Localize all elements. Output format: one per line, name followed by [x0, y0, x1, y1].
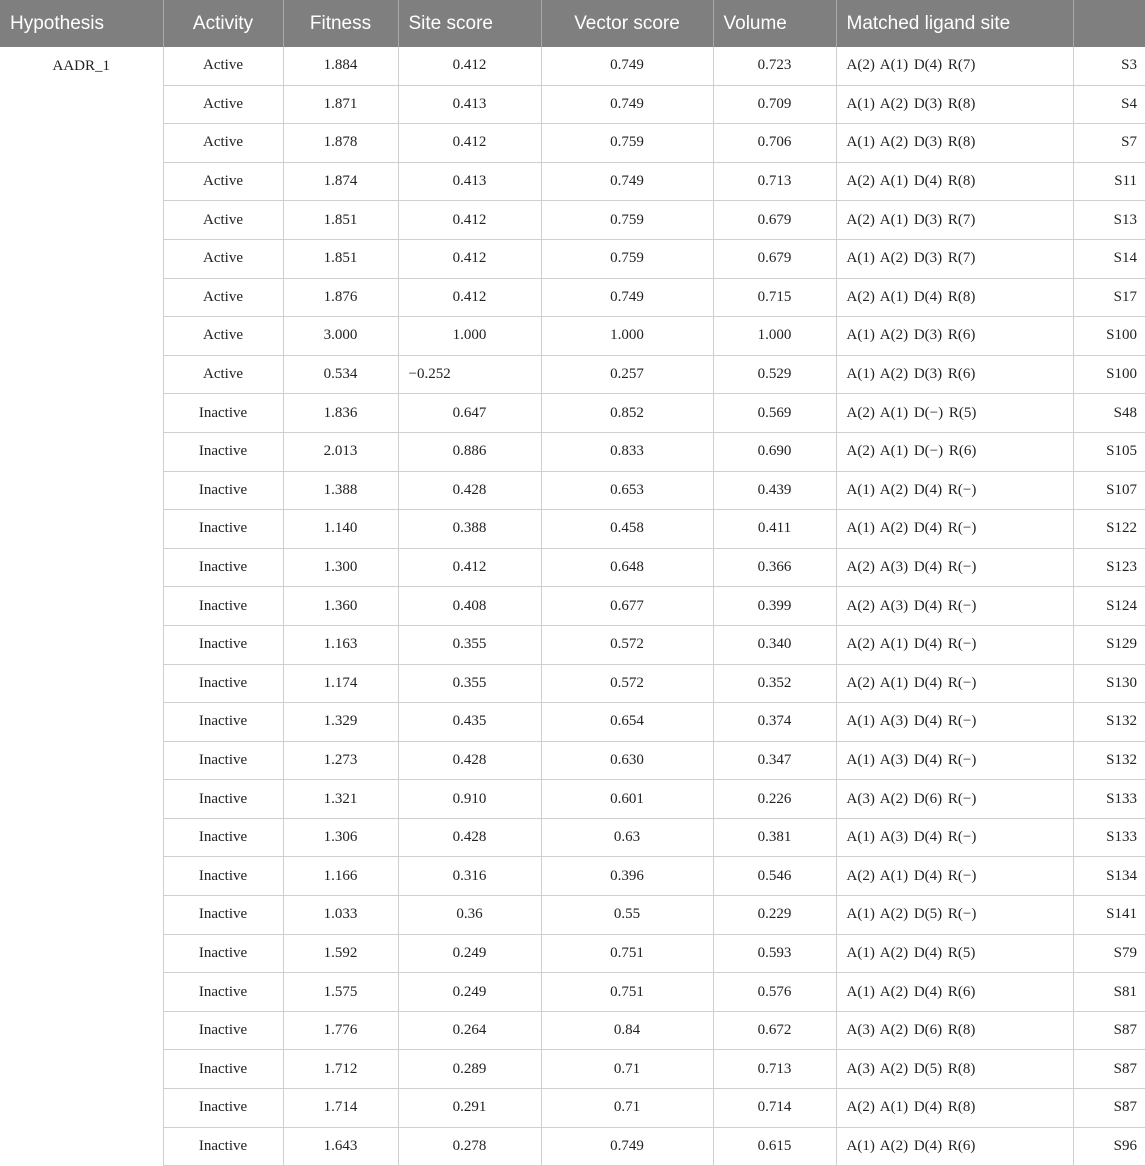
- activity-cell: Active: [163, 317, 283, 356]
- site-id-cell: S4: [1073, 85, 1145, 124]
- site-score-cell: 0.886: [398, 432, 541, 471]
- header-hypothesis: Hypothesis: [0, 0, 163, 47]
- site-id-cell: S87: [1073, 1089, 1145, 1128]
- volume-cell: 0.374: [713, 703, 836, 742]
- table-header: [0, 0, 1145, 47]
- site-score-cell: 0.647: [398, 394, 541, 433]
- fitness-cell: 1.874: [283, 162, 398, 201]
- table-row: [0, 317, 1145, 356]
- site-score-cell: 0.316: [398, 857, 541, 896]
- vector-score-cell: 0.71: [541, 1050, 713, 1089]
- fitness-cell: 1.884: [283, 47, 398, 85]
- fitness-cell: 1.592: [283, 934, 398, 973]
- table-row: [0, 741, 1145, 780]
- volume-cell: 0.715: [713, 278, 836, 317]
- matched-ligand-site-cell: A(1) A(2) D(3) R(8): [836, 85, 1073, 124]
- activity-cell: Active: [163, 162, 283, 201]
- fitness-cell: 1.575: [283, 973, 398, 1012]
- site-id-cell: S87: [1073, 1011, 1145, 1050]
- volume-cell: 0.352: [713, 664, 836, 703]
- matched-ligand-site-cell: A(1) A(3) D(4) R(−): [836, 703, 1073, 742]
- activity-cell: Active: [163, 47, 283, 85]
- site-id-cell: S129: [1073, 625, 1145, 664]
- vector-score-cell: 0.63: [541, 818, 713, 857]
- site-score-cell: 0.289: [398, 1050, 541, 1089]
- activity-cell: Active: [163, 85, 283, 124]
- matched-ligand-site-cell: A(2) A(1) D(4) R(−): [836, 625, 1073, 664]
- vector-score-cell: 0.677: [541, 587, 713, 626]
- site-id-cell: S48: [1073, 394, 1145, 433]
- volume-cell: 0.439: [713, 471, 836, 510]
- fitness-cell: 1.174: [283, 664, 398, 703]
- matched-ligand-site-cell: A(2) A(1) D(4) R(8): [836, 1089, 1073, 1128]
- site-score-cell: 0.249: [398, 973, 541, 1012]
- site-score-cell: 0.291: [398, 1089, 541, 1128]
- site-id-cell: S96: [1073, 1127, 1145, 1166]
- vector-score-cell: 0.749: [541, 1127, 713, 1166]
- activity-cell: Inactive: [163, 973, 283, 1012]
- site-score-cell: 0.428: [398, 818, 541, 857]
- activity-cell: Inactive: [163, 857, 283, 896]
- fitness-cell: 1.836: [283, 394, 398, 433]
- fitness-cell: 1.712: [283, 1050, 398, 1089]
- activity-cell: Inactive: [163, 1050, 283, 1089]
- site-id-cell: S79: [1073, 934, 1145, 973]
- site-score-cell: 0.412: [398, 278, 541, 317]
- fitness-cell: 1.360: [283, 587, 398, 626]
- site-score-cell: 1.000: [398, 317, 541, 356]
- activity-cell: Inactive: [163, 625, 283, 664]
- volume-cell: 0.229: [713, 896, 836, 935]
- header-fitness: Fitness: [283, 0, 398, 47]
- fitness-cell: 1.878: [283, 124, 398, 163]
- volume-cell: 0.399: [713, 587, 836, 626]
- table-row: [0, 973, 1145, 1012]
- vector-score-cell: 0.759: [541, 124, 713, 163]
- vector-score-cell: 0.458: [541, 510, 713, 549]
- matched-ligand-site-cell: A(1) A(2) D(3) R(8): [836, 124, 1073, 163]
- table-row: [0, 1050, 1145, 1089]
- site-score-cell: 0.36: [398, 896, 541, 935]
- matched-ligand-site-cell: A(1) A(2) D(4) R(6): [836, 973, 1073, 1012]
- site-id-cell: S13: [1073, 201, 1145, 240]
- matched-ligand-site-cell: A(1) A(3) D(4) R(−): [836, 741, 1073, 780]
- volume-cell: 0.546: [713, 857, 836, 896]
- site-id-cell: S81: [1073, 973, 1145, 1012]
- vector-score-cell: 0.751: [541, 973, 713, 1012]
- table-row: [0, 471, 1145, 510]
- vector-score-cell: 0.630: [541, 741, 713, 780]
- site-score-cell: 0.428: [398, 741, 541, 780]
- fitness-cell: 1.306: [283, 818, 398, 857]
- vector-score-cell: 0.749: [541, 162, 713, 201]
- activity-cell: Active: [163, 355, 283, 394]
- volume-cell: 0.713: [713, 162, 836, 201]
- vector-score-cell: 0.654: [541, 703, 713, 742]
- table-row: [0, 85, 1145, 124]
- activity-cell: Inactive: [163, 1011, 283, 1050]
- site-id-cell: S141: [1073, 896, 1145, 935]
- site-id-cell: S124: [1073, 587, 1145, 626]
- site-id-cell: S17: [1073, 278, 1145, 317]
- activity-cell: Inactive: [163, 818, 283, 857]
- activity-cell: Inactive: [163, 1127, 283, 1166]
- volume-cell: 0.226: [713, 780, 836, 819]
- fitness-cell: 1.388: [283, 471, 398, 510]
- activity-cell: Inactive: [163, 432, 283, 471]
- fitness-cell: 1.851: [283, 239, 398, 278]
- vector-score-cell: 0.749: [541, 85, 713, 124]
- matched-ligand-site-cell: A(2) A(1) D(4) R(−): [836, 857, 1073, 896]
- activity-cell: Inactive: [163, 896, 283, 935]
- fitness-cell: 1.321: [283, 780, 398, 819]
- volume-cell: 1.000: [713, 317, 836, 356]
- table-row: [0, 818, 1145, 857]
- vector-score-cell: 0.396: [541, 857, 713, 896]
- site-id-cell: S133: [1073, 780, 1145, 819]
- activity-cell: Inactive: [163, 780, 283, 819]
- site-id-cell: S133: [1073, 818, 1145, 857]
- hypothesis-cell: AADR_1: [0, 47, 163, 1166]
- table-row: [0, 703, 1145, 742]
- matched-ligand-site-cell: A(1) A(2) D(3) R(7): [836, 239, 1073, 278]
- activity-cell: Active: [163, 124, 283, 163]
- activity-cell: Inactive: [163, 394, 283, 433]
- header-volume: Volume: [713, 0, 836, 47]
- site-id-cell: S100: [1073, 317, 1145, 356]
- matched-ligand-site-cell: A(1) A(3) D(4) R(−): [836, 818, 1073, 857]
- site-id-cell: S105: [1073, 432, 1145, 471]
- header-row: [0, 0, 1145, 47]
- matched-ligand-site-cell: A(1) A(2) D(5) R(−): [836, 896, 1073, 935]
- volume-cell: 0.593: [713, 934, 836, 973]
- vector-score-cell: 0.749: [541, 278, 713, 317]
- fitness-cell: 1.166: [283, 857, 398, 896]
- site-id-cell: S107: [1073, 471, 1145, 510]
- matched-ligand-site-cell: A(2) A(1) D(−) R(5): [836, 394, 1073, 433]
- site-id-cell: S132: [1073, 703, 1145, 742]
- matched-ligand-site-cell: A(2) A(3) D(4) R(−): [836, 548, 1073, 587]
- table-row: [0, 1011, 1145, 1050]
- fitness-cell: 3.000: [283, 317, 398, 356]
- matched-ligand-site-cell: A(2) A(3) D(4) R(−): [836, 587, 1073, 626]
- table-row: [0, 394, 1145, 433]
- vector-score-cell: 0.84: [541, 1011, 713, 1050]
- matched-ligand-site-cell: A(1) A(2) D(4) R(−): [836, 510, 1073, 549]
- volume-cell: 0.709: [713, 85, 836, 124]
- matched-ligand-site-cell: A(1) A(2) D(4) R(5): [836, 934, 1073, 973]
- site-id-cell: S123: [1073, 548, 1145, 587]
- volume-cell: 0.714: [713, 1089, 836, 1128]
- vector-score-cell: 0.759: [541, 201, 713, 240]
- table-row: [0, 780, 1145, 819]
- header-site-id: [1073, 0, 1145, 47]
- activity-cell: Active: [163, 201, 283, 240]
- site-score-cell: 0.264: [398, 1011, 541, 1050]
- table-row: [0, 664, 1145, 703]
- matched-ligand-site-cell: A(2) A(1) D(4) R(7): [836, 47, 1073, 85]
- activity-cell: Inactive: [163, 664, 283, 703]
- fitness-cell: 1.163: [283, 625, 398, 664]
- site-score-cell: 0.249: [398, 934, 541, 973]
- activity-cell: Inactive: [163, 934, 283, 973]
- site-score-cell: 0.412: [398, 548, 541, 587]
- vector-score-cell: 0.55: [541, 896, 713, 935]
- table-row: [0, 432, 1145, 471]
- fitness-cell: 1.140: [283, 510, 398, 549]
- matched-ligand-site-cell: A(2) A(1) D(3) R(7): [836, 201, 1073, 240]
- site-score-cell: 0.388: [398, 510, 541, 549]
- activity-cell: Inactive: [163, 548, 283, 587]
- site-score-cell: 0.278: [398, 1127, 541, 1166]
- matched-ligand-site-cell: A(1) A(2) D(3) R(6): [836, 355, 1073, 394]
- volume-cell: 0.672: [713, 1011, 836, 1050]
- vector-score-cell: 0.572: [541, 664, 713, 703]
- volume-cell: 0.569: [713, 394, 836, 433]
- site-score-cell: 0.413: [398, 162, 541, 201]
- matched-ligand-site-cell: A(1) A(2) D(3) R(6): [836, 317, 1073, 356]
- vector-score-cell: 0.653: [541, 471, 713, 510]
- table-body: [0, 47, 1145, 1166]
- matched-ligand-site-cell: A(2) A(1) D(−) R(6): [836, 432, 1073, 471]
- table-row: [0, 857, 1145, 896]
- volume-cell: 0.529: [713, 355, 836, 394]
- vector-score-cell: 0.759: [541, 239, 713, 278]
- vector-score-cell: 0.852: [541, 394, 713, 433]
- site-score-cell: 0.412: [398, 201, 541, 240]
- matched-ligand-site-cell: A(3) A(2) D(5) R(8): [836, 1050, 1073, 1089]
- table-row: [0, 278, 1145, 317]
- matched-ligand-site-cell: A(2) A(1) D(4) R(8): [836, 278, 1073, 317]
- fitness-cell: 0.534: [283, 355, 398, 394]
- table-row: [0, 124, 1145, 163]
- matched-ligand-site-cell: A(3) A(2) D(6) R(8): [836, 1011, 1073, 1050]
- activity-cell: Active: [163, 278, 283, 317]
- site-score-cell: −0.252: [398, 355, 541, 394]
- vector-score-cell: 0.749: [541, 47, 713, 85]
- site-id-cell: S87: [1073, 1050, 1145, 1089]
- fitness-cell: 1.273: [283, 741, 398, 780]
- activity-cell: Inactive: [163, 1089, 283, 1128]
- site-id-cell: S132: [1073, 741, 1145, 780]
- activity-cell: Inactive: [163, 510, 283, 549]
- site-id-cell: S100: [1073, 355, 1145, 394]
- activity-cell: Active: [163, 239, 283, 278]
- table-row: [0, 355, 1145, 394]
- table-row: [0, 239, 1145, 278]
- site-id-cell: S130: [1073, 664, 1145, 703]
- volume-cell: 0.411: [713, 510, 836, 549]
- fitness-cell: 2.013: [283, 432, 398, 471]
- volume-cell: 0.381: [713, 818, 836, 857]
- matched-ligand-site-cell: A(1) A(2) D(4) R(6): [836, 1127, 1073, 1166]
- fitness-cell: 1.300: [283, 548, 398, 587]
- vector-score-cell: 0.572: [541, 625, 713, 664]
- vector-score-cell: 0.751: [541, 934, 713, 973]
- volume-cell: 0.706: [713, 124, 836, 163]
- matched-ligand-site-cell: A(1) A(2) D(4) R(−): [836, 471, 1073, 510]
- table-row: [0, 587, 1145, 626]
- vector-score-cell: 1.000: [541, 317, 713, 356]
- fitness-cell: 1.871: [283, 85, 398, 124]
- fitness-cell: 1.714: [283, 1089, 398, 1128]
- matched-ligand-site-cell: A(2) A(1) D(4) R(−): [836, 664, 1073, 703]
- fitness-cell: 1.033: [283, 896, 398, 935]
- table-row: [0, 162, 1145, 201]
- volume-cell: 0.366: [713, 548, 836, 587]
- table-row: [0, 510, 1145, 549]
- volume-cell: 0.576: [713, 973, 836, 1012]
- activity-cell: Inactive: [163, 703, 283, 742]
- vector-score-cell: 0.71: [541, 1089, 713, 1128]
- fitness-cell: 1.851: [283, 201, 398, 240]
- vector-score-cell: 0.648: [541, 548, 713, 587]
- header-activity: Activity: [163, 0, 283, 47]
- fitness-cell: 1.876: [283, 278, 398, 317]
- table-row: [0, 1089, 1145, 1128]
- activity-cell: Inactive: [163, 741, 283, 780]
- table-row: [0, 625, 1145, 664]
- site-id-cell: S3: [1073, 47, 1145, 85]
- table-row: [0, 548, 1145, 587]
- volume-cell: 0.723: [713, 47, 836, 85]
- activity-cell: Inactive: [163, 587, 283, 626]
- header-vector-score: Vector score: [541, 0, 713, 47]
- vector-score-cell: 0.833: [541, 432, 713, 471]
- fitness-cell: 1.776: [283, 1011, 398, 1050]
- activity-cell: Inactive: [163, 471, 283, 510]
- matched-ligand-site-cell: A(2) A(1) D(4) R(8): [836, 162, 1073, 201]
- table-row: [0, 47, 1145, 85]
- volume-cell: 0.347: [713, 741, 836, 780]
- header-site-score: Site score: [398, 0, 541, 47]
- site-score-cell: 0.412: [398, 124, 541, 163]
- volume-cell: 0.615: [713, 1127, 836, 1166]
- site-score-cell: 0.408: [398, 587, 541, 626]
- volume-cell: 0.340: [713, 625, 836, 664]
- site-score-cell: 0.435: [398, 703, 541, 742]
- site-id-cell: S14: [1073, 239, 1145, 278]
- volume-cell: 0.679: [713, 201, 836, 240]
- site-id-cell: S11: [1073, 162, 1145, 201]
- fitness-cell: 1.329: [283, 703, 398, 742]
- site-score-cell: 0.412: [398, 239, 541, 278]
- fitness-cell: 1.643: [283, 1127, 398, 1166]
- table-row: [0, 1127, 1145, 1166]
- vector-score-cell: 0.601: [541, 780, 713, 819]
- table-row: [0, 934, 1145, 973]
- vector-score-cell: 0.257: [541, 355, 713, 394]
- site-id-cell: S122: [1073, 510, 1145, 549]
- site-score-cell: 0.413: [398, 85, 541, 124]
- site-score-cell: 0.355: [398, 664, 541, 703]
- table-row: [0, 896, 1145, 935]
- site-id-cell: S7: [1073, 124, 1145, 163]
- site-score-cell: 0.910: [398, 780, 541, 819]
- volume-cell: 0.679: [713, 239, 836, 278]
- volume-cell: 0.690: [713, 432, 836, 471]
- site-id-cell: S134: [1073, 857, 1145, 896]
- volume-cell: 0.713: [713, 1050, 836, 1089]
- header-matched-ligand-site: Matched ligand site: [836, 0, 1073, 47]
- table-row: [0, 201, 1145, 240]
- site-score-cell: 0.412: [398, 47, 541, 85]
- matched-ligand-site-cell: A(3) A(2) D(6) R(−): [836, 780, 1073, 819]
- site-score-cell: 0.428: [398, 471, 541, 510]
- site-score-cell: 0.355: [398, 625, 541, 664]
